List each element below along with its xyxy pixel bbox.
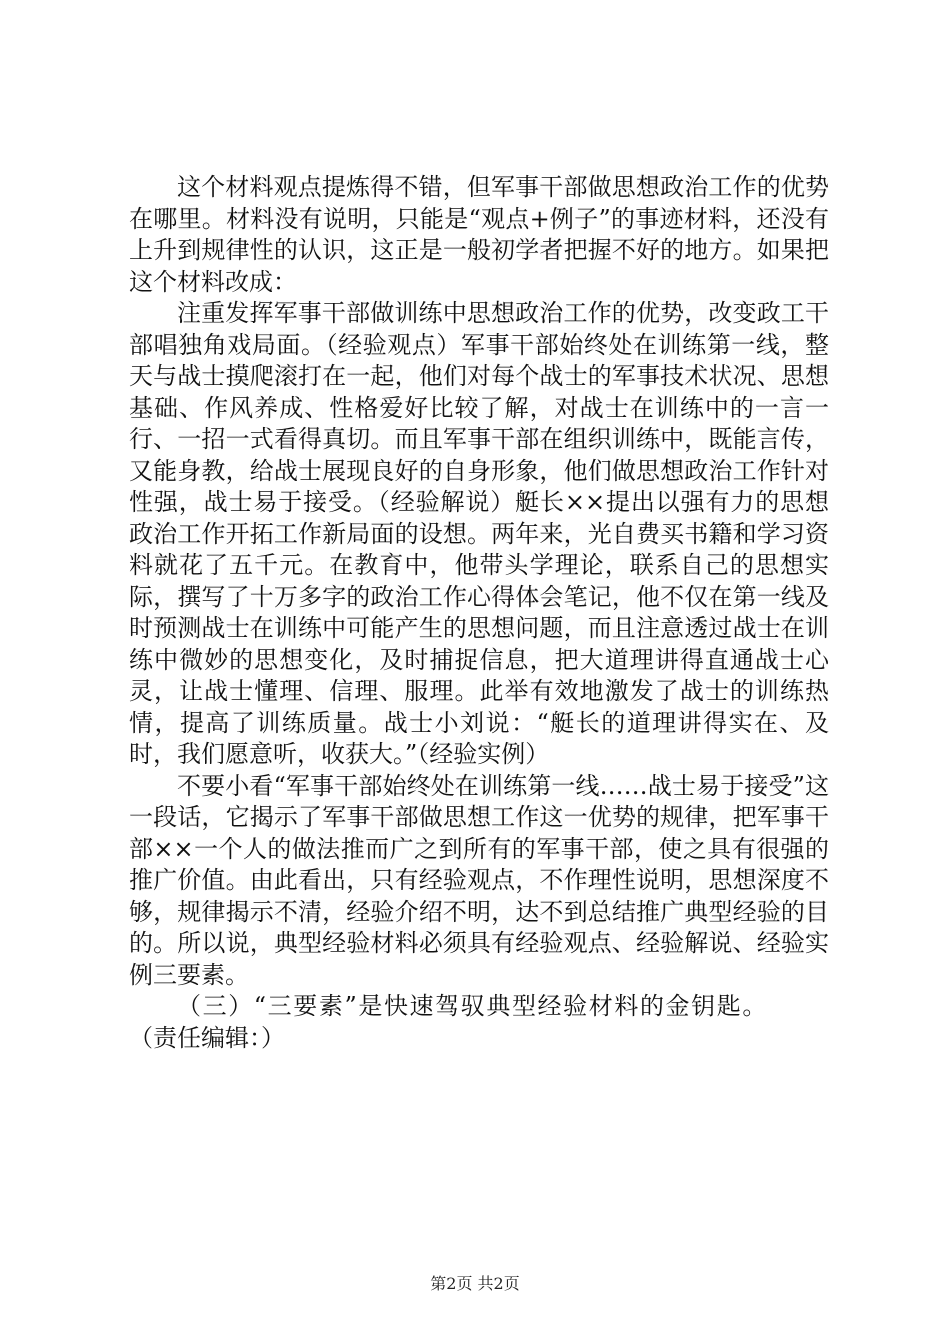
paragraph-revised-example: 注重发挥军事干部做训练中思想政治工作的优势，改变政工干部唱独角戏局面。（经验观点）军事干部始终处在训练第一线，整天与战士摸爬滚打在一起，他们对每个战士的军事技术状况、思想基础、作风养成、性格爱好比较了解，对战士在训练中的一言一行、一招一式看得真切。而且军事干部在组织训练中，既能言传，又能身教，给战士展现良好的自身形象，他们做思想政治工作针对性强，战士易于接受。（经验解说）艇长××提出以强有力的思想政治工作开拓工作新局面的设想。两年来，光自费买书籍和学习资料就花了五千元。在教育中，他带头学理论，联系自己的思想实际，撰写了十万多字的政治工作心得体会笔记，他不仅在第一线及时预测战士在训练中可能产生的思想问题，而且注意透过战士在训练中微妙的思想变化，及时捕捉信息，把大道理讲得直通战士心灵，让战士懂理、信理、服理。此举有效地激发了战士的训练热情，提高了训练质量。战士小刘说：“艇长的道理讲得实在、及时，我们愿意听，收获大。”（经验实例） <box>129 299 829 768</box>
paragraph-analysis: 不要小看“军事干部始终处在训练第一线……战士易于接受”这一段话，它揭示了军事干部做思想工作这一优势的规律，把军事干部××一个人的做法推而广之到所有的军事干部，使之具有很强的推广价值。由此看出，只有经验观点，不作理性说明，思想深度不够，规律揭示不清，经验介绍不明，达不到总结推广典型经验的目的。所以说，典型经验材料必须具有经验观点、经验解说、经验实例三要素。 <box>129 771 829 989</box>
page-number-footer: 第2页 共2页 <box>430 1274 520 1293</box>
editor-credit: （责任编辑：） <box>129 1023 285 1052</box>
paragraph-critique: 这个材料观点提炼得不错，但军事干部做思想政治工作的优势在哪里。材料没有说明，只能是“观点+例子”的事迹材料，还没有上升到规律性的认识，这正是一般初学者把握不好的地方。如果把这个材料改成： <box>129 173 829 296</box>
document-body <box>129 172 829 1054</box>
section-heading-three-elements: （三）“三要素”是快速驾驭典型经验材料的金钥匙。 <box>177 992 768 1020</box>
